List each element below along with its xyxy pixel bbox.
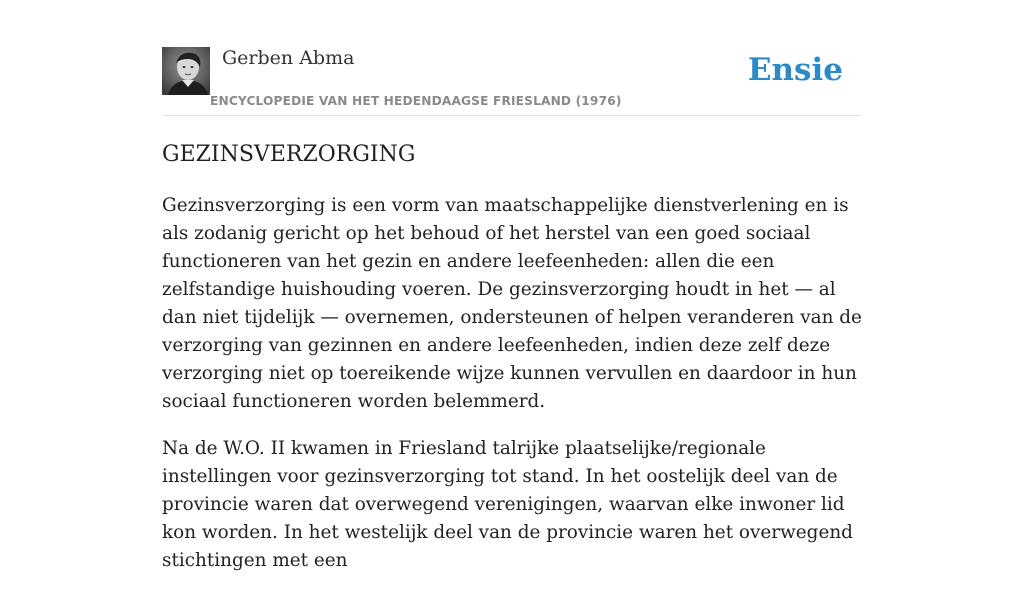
article-paragraph: Na de W.O. II kwamen in Friesland talrijke plaatselijke/regionale instellingen voor gezinsverzorging tot stand. In het oostelijk deel van de provincie waren dat overwegend verenigingen, waarvan elke inwoner lid kon worden. In het westelijk deel van de provincie waren het overwegend stichtingen met een [162, 438, 853, 571]
article-header [162, 46, 862, 116]
source-label: ENCYCLOPEDIE VAN HET HEDENDAAGSE FRIESLAND (1976) [210, 94, 622, 108]
avatar[interactable] [162, 47, 210, 95]
site-logo[interactable]: Ensie [747, 52, 843, 88]
article-body [162, 192, 862, 594]
author-portrait-icon [162, 47, 210, 95]
article-paragraph: Gezinsverzorging is een vorm van maatschappelijke dienstverlening en is als zodanig gericht op het behoud of het herstel van een goed sociaal functioneren van het gezin en andere leefeenheden: allen die een zelfstandige huishouding voeren. De gezinsverzorging houdt in het — al dan niet tijdelijk — overnemen, ondersteunen of helpen veranderen van de verzorging van gezinnen en andere leefeenheden, indien deze zelf deze verzorging niet op toereikende wijze kunnen vervullen en daardoor in hun sociaal functioneren worden belemmerd. [162, 195, 862, 412]
page-title: GEZINSVERZORGING [162, 142, 416, 167]
author-name[interactable]: Gerben Abma [222, 47, 355, 69]
